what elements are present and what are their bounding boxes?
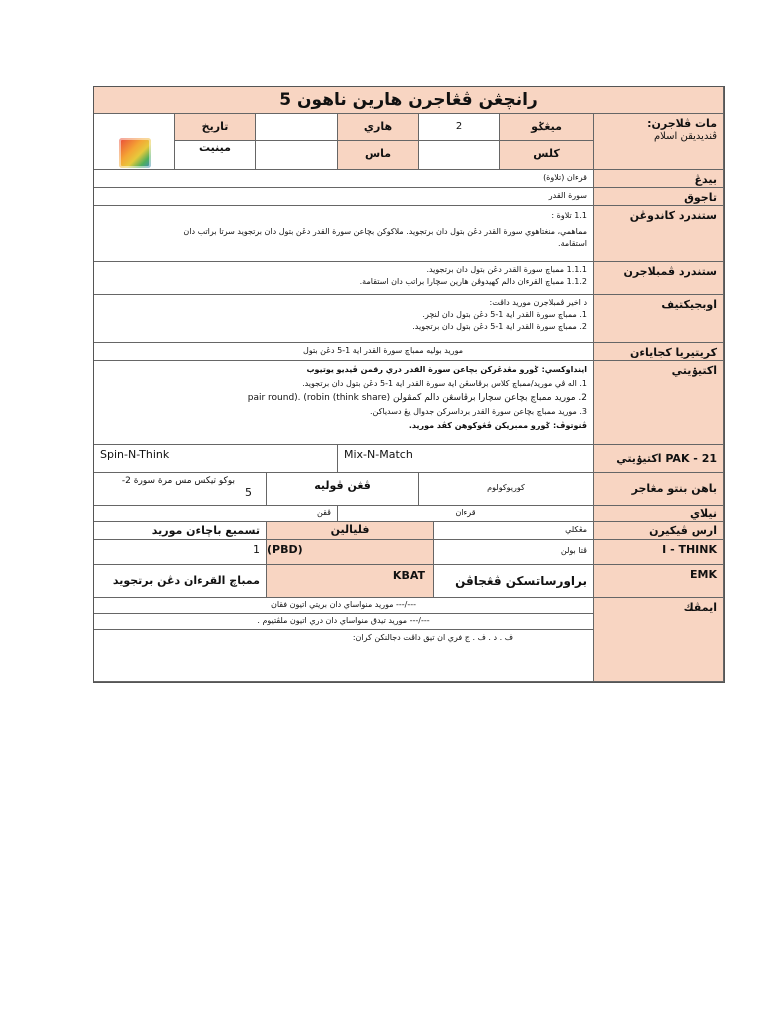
sk-line-2: مماهمي، منغتاهوي سورة القدر دڠن بتول دان برتجويد. ملاكوكن بچاعن سورة القدر دڠن بتول دان برتجويد سرتا براتب دان	[183, 227, 587, 236]
subject-label	[594, 114, 724, 170]
time-label: ماس	[338, 141, 419, 170]
nilai-value-2: ڤقن	[94, 506, 338, 522]
pak21-label: PAK - 21 اكتيۏيتي	[594, 445, 724, 473]
subject-value: ڤنديديقن اسلام	[653, 131, 717, 142]
week-value: 2	[419, 114, 500, 141]
activity-line-4: 3. موريد ممباچ بچاعن سورة القدر برداسركن جدوال يڠ دسدياكن.	[369, 407, 587, 416]
bidang-label: بيدڠ	[594, 170, 724, 188]
activity-line-2: 1. اله ڤي موريد/ممباچ كلاس برڤاسڠن اية سورة القدر اية 1-5 دڠن بتول دان برتجويد.	[302, 379, 587, 388]
ithink-label: I - THINK	[594, 540, 724, 565]
sk-label: ستندرد كاندوڠن	[594, 206, 724, 262]
reflection-line-1: ---/--- موريد منواساي دان بريتي اتيون فقان	[94, 598, 594, 614]
reflection-line-2: ---/--- موريد تيدق منواساي دان دري اتيون ملڤتيوم .	[94, 614, 594, 630]
bbm-label: باهن بنتو مڠاجر	[594, 473, 724, 506]
tasmik-label: تسميع باچاءن موريد	[94, 522, 267, 540]
activity-content	[94, 361, 594, 445]
sk-line-3: استقامة.	[558, 239, 587, 248]
sp-label: ستندرد ڤمبلاجرن	[594, 262, 724, 295]
nilai-label: نيلاي	[594, 506, 724, 522]
subject-label-text: مات ڤلاجرن:	[647, 117, 717, 130]
arus-value: مڠكلي	[434, 522, 594, 540]
sp-content	[94, 262, 594, 295]
day-value	[256, 114, 338, 141]
objective-label: اوبجيكتيف	[594, 295, 724, 343]
bbm-value-1: كوريوکولوم	[419, 473, 594, 506]
tajuk-value: سورة القدر	[94, 188, 594, 206]
arus-label: ارس ڤيكيرن	[594, 522, 724, 540]
activity-line-5: ڤنوتوڤ: ݢورو ممبريكن ڤڠوكوهن كڤد موريد.	[408, 421, 587, 430]
pbd-label: (PBD)	[267, 540, 434, 565]
objective-line-1: د اخير ڤمبلاجرن موريد داڤت:	[489, 298, 587, 307]
kbat-label: KBAT	[267, 565, 434, 598]
minutes-label: مينيت	[175, 141, 256, 170]
kk-label: كريتيريا كجاياءن	[594, 343, 724, 361]
pak21-activity-1: Spin-N-Think	[94, 445, 338, 473]
kbat-value: ممباچ القرءان دڠن برتجويد	[94, 565, 267, 598]
activity-line-3: 2. موريد ممباچ بچاعن سچارا برڤاسڠن دالم كمڤولن (think share) pair round). (robin	[247, 393, 587, 403]
logo-cell	[94, 114, 175, 170]
bbm-book-text: بوكو تيكس مس مرة سورة 2-	[121, 476, 235, 486]
objective-line-3: 2. ممباچ سورة القدر اية 1-5 دڠن بتول دان برتجويد.	[412, 322, 587, 331]
ithink-value: ڤتا بولن	[434, 540, 594, 565]
objective-line-2: 1. ممباچ سورة القدر اية 1-5 دڠن بتول دان لنچر.	[422, 310, 587, 319]
emk-label: EMK	[594, 565, 724, 598]
reflection-line-3: ف . د . ف . ج فري ان تيق داڤت دجالنكن كران:	[94, 630, 594, 682]
page-title: رانچڠن ڤڠاجرن هارين ناهون 5	[94, 87, 724, 114]
bbm-page-number: 5	[245, 486, 252, 499]
sk-content	[94, 206, 594, 262]
activity-label: اكتيۏيتي	[594, 361, 724, 445]
kk-value: موريد بوليه ممباچ سورة القدر اية 1-5 دڠن بتول	[94, 343, 594, 361]
nilai-value: قرءان	[338, 506, 594, 522]
sp-line-1: 1.1.1 ممباچ سورة القدر دڠن بتول دان برتجويد.	[426, 265, 587, 274]
tajuk-label: تاجوق	[594, 188, 724, 206]
pbd-value: 1	[94, 540, 267, 565]
class-label: كلس	[500, 141, 594, 170]
date-label: تاريخ	[175, 114, 256, 141]
time-value	[256, 141, 338, 170]
sk-line-1: 1.1 تلاوة :	[551, 211, 587, 220]
day-label: هاري	[338, 114, 419, 141]
lesson-plan-table	[93, 86, 725, 683]
week-label: ميڠݢو	[500, 114, 594, 141]
book-cover-image	[119, 138, 151, 168]
objective-content	[94, 295, 594, 343]
fleksibel-label: فليالين	[267, 522, 434, 540]
impact-label: ايمڤك	[594, 598, 724, 682]
class-value	[419, 141, 500, 170]
sp-line-2: 1.1.2 ممباچ القرءان دالم كهيدوڤن هارين سچارا براتب دان استقامة.	[359, 277, 587, 286]
emk-value: براورساتسكن ڤڠجاڤن	[434, 565, 594, 598]
bidang-value: قرءان (تلاوة)	[94, 170, 594, 188]
bbm-value-2: ڤڠن ڤوليه	[267, 473, 419, 506]
activity-line-1: اينداوكسي: ݢورو مڠدڠركن بچاعن سورة القدر دري رقمن ڤيديو يوتيوب	[306, 365, 587, 374]
pak21-activity-2: Mix-N-Match	[338, 445, 594, 473]
bbm-value-3	[94, 473, 267, 506]
